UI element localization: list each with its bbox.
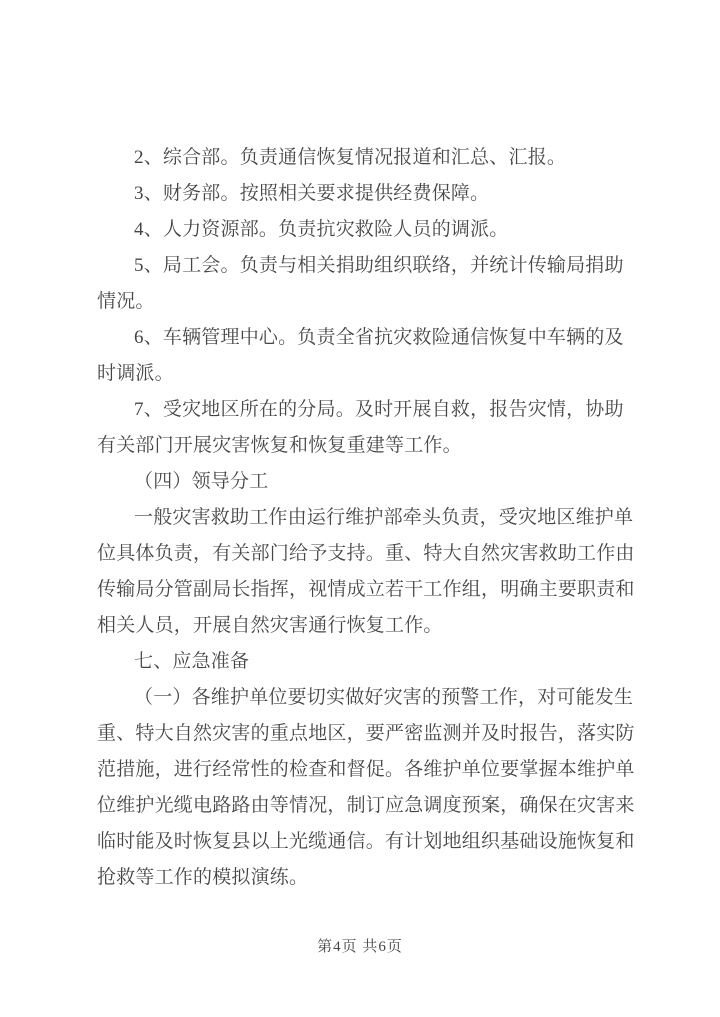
text-line: 位具体负责，有关部门给予支持。重、特大自然灾害救助工作由 bbox=[97, 543, 635, 564]
text-line: 重、特大自然灾害的重点地区，要严密监测并及时报告，落实防 bbox=[97, 723, 635, 744]
text-line: 有关部门开展灾害恢复和恢复重建等工作。 bbox=[97, 435, 462, 456]
text-line: 3、财务部。按照相关要求提供经费保障。 bbox=[134, 183, 490, 204]
text-line: 传输局分管副局长指挥，视情成立若干工作组，明确主要职责和 bbox=[97, 579, 635, 600]
text-line: （一）各维护单位要切实做好灾害的预警工作，对可能发生 bbox=[134, 687, 634, 708]
text-line: 6、车辆管理中心。负责全省抗灾救险通信恢复中车辆的及 bbox=[134, 327, 624, 348]
text-line: 范措施，进行经常性的检查和督促。各维护单位要掌握本维护单 bbox=[97, 759, 635, 780]
text-line: 7、受灾地区所在的分局。及时开展自救，报告灾情，协助 bbox=[134, 399, 624, 420]
text-line: 5、局工会。负责与相关捐助组织联络，并统计传输局捐助 bbox=[134, 255, 624, 276]
text-line: 4、人力资源部。负责抗灾救险人员的调派。 bbox=[134, 219, 509, 240]
text-line: 一般灾害救助工作由运行维护部牵头负责，受灾地区维护单 bbox=[134, 507, 634, 528]
text-line: 相关人员，开展自然灾害通行恢复工作。 bbox=[97, 615, 443, 636]
text-line: 时调派。 bbox=[97, 363, 174, 384]
text-line: 2、综合部。负责通信恢复情况报道和汇总、汇报。 bbox=[134, 147, 567, 168]
text-line: 位维护光缆电路路由等情况，制订应急调度预案，确保在灾害来 bbox=[97, 795, 635, 816]
text-line: （四）领导分工 bbox=[134, 471, 269, 492]
text-line: 七、应急准备 bbox=[134, 651, 250, 672]
text-line: 临时能及时恢复县以上光缆通信。有计划地组织基础设施恢复和 bbox=[97, 831, 635, 852]
text-line: 情况。 bbox=[97, 291, 155, 312]
text-line: 抢救等工作的模拟演练。 bbox=[97, 867, 309, 888]
page-footer: 第4页 共6页 bbox=[317, 939, 403, 955]
document-body bbox=[97, 140, 635, 896]
